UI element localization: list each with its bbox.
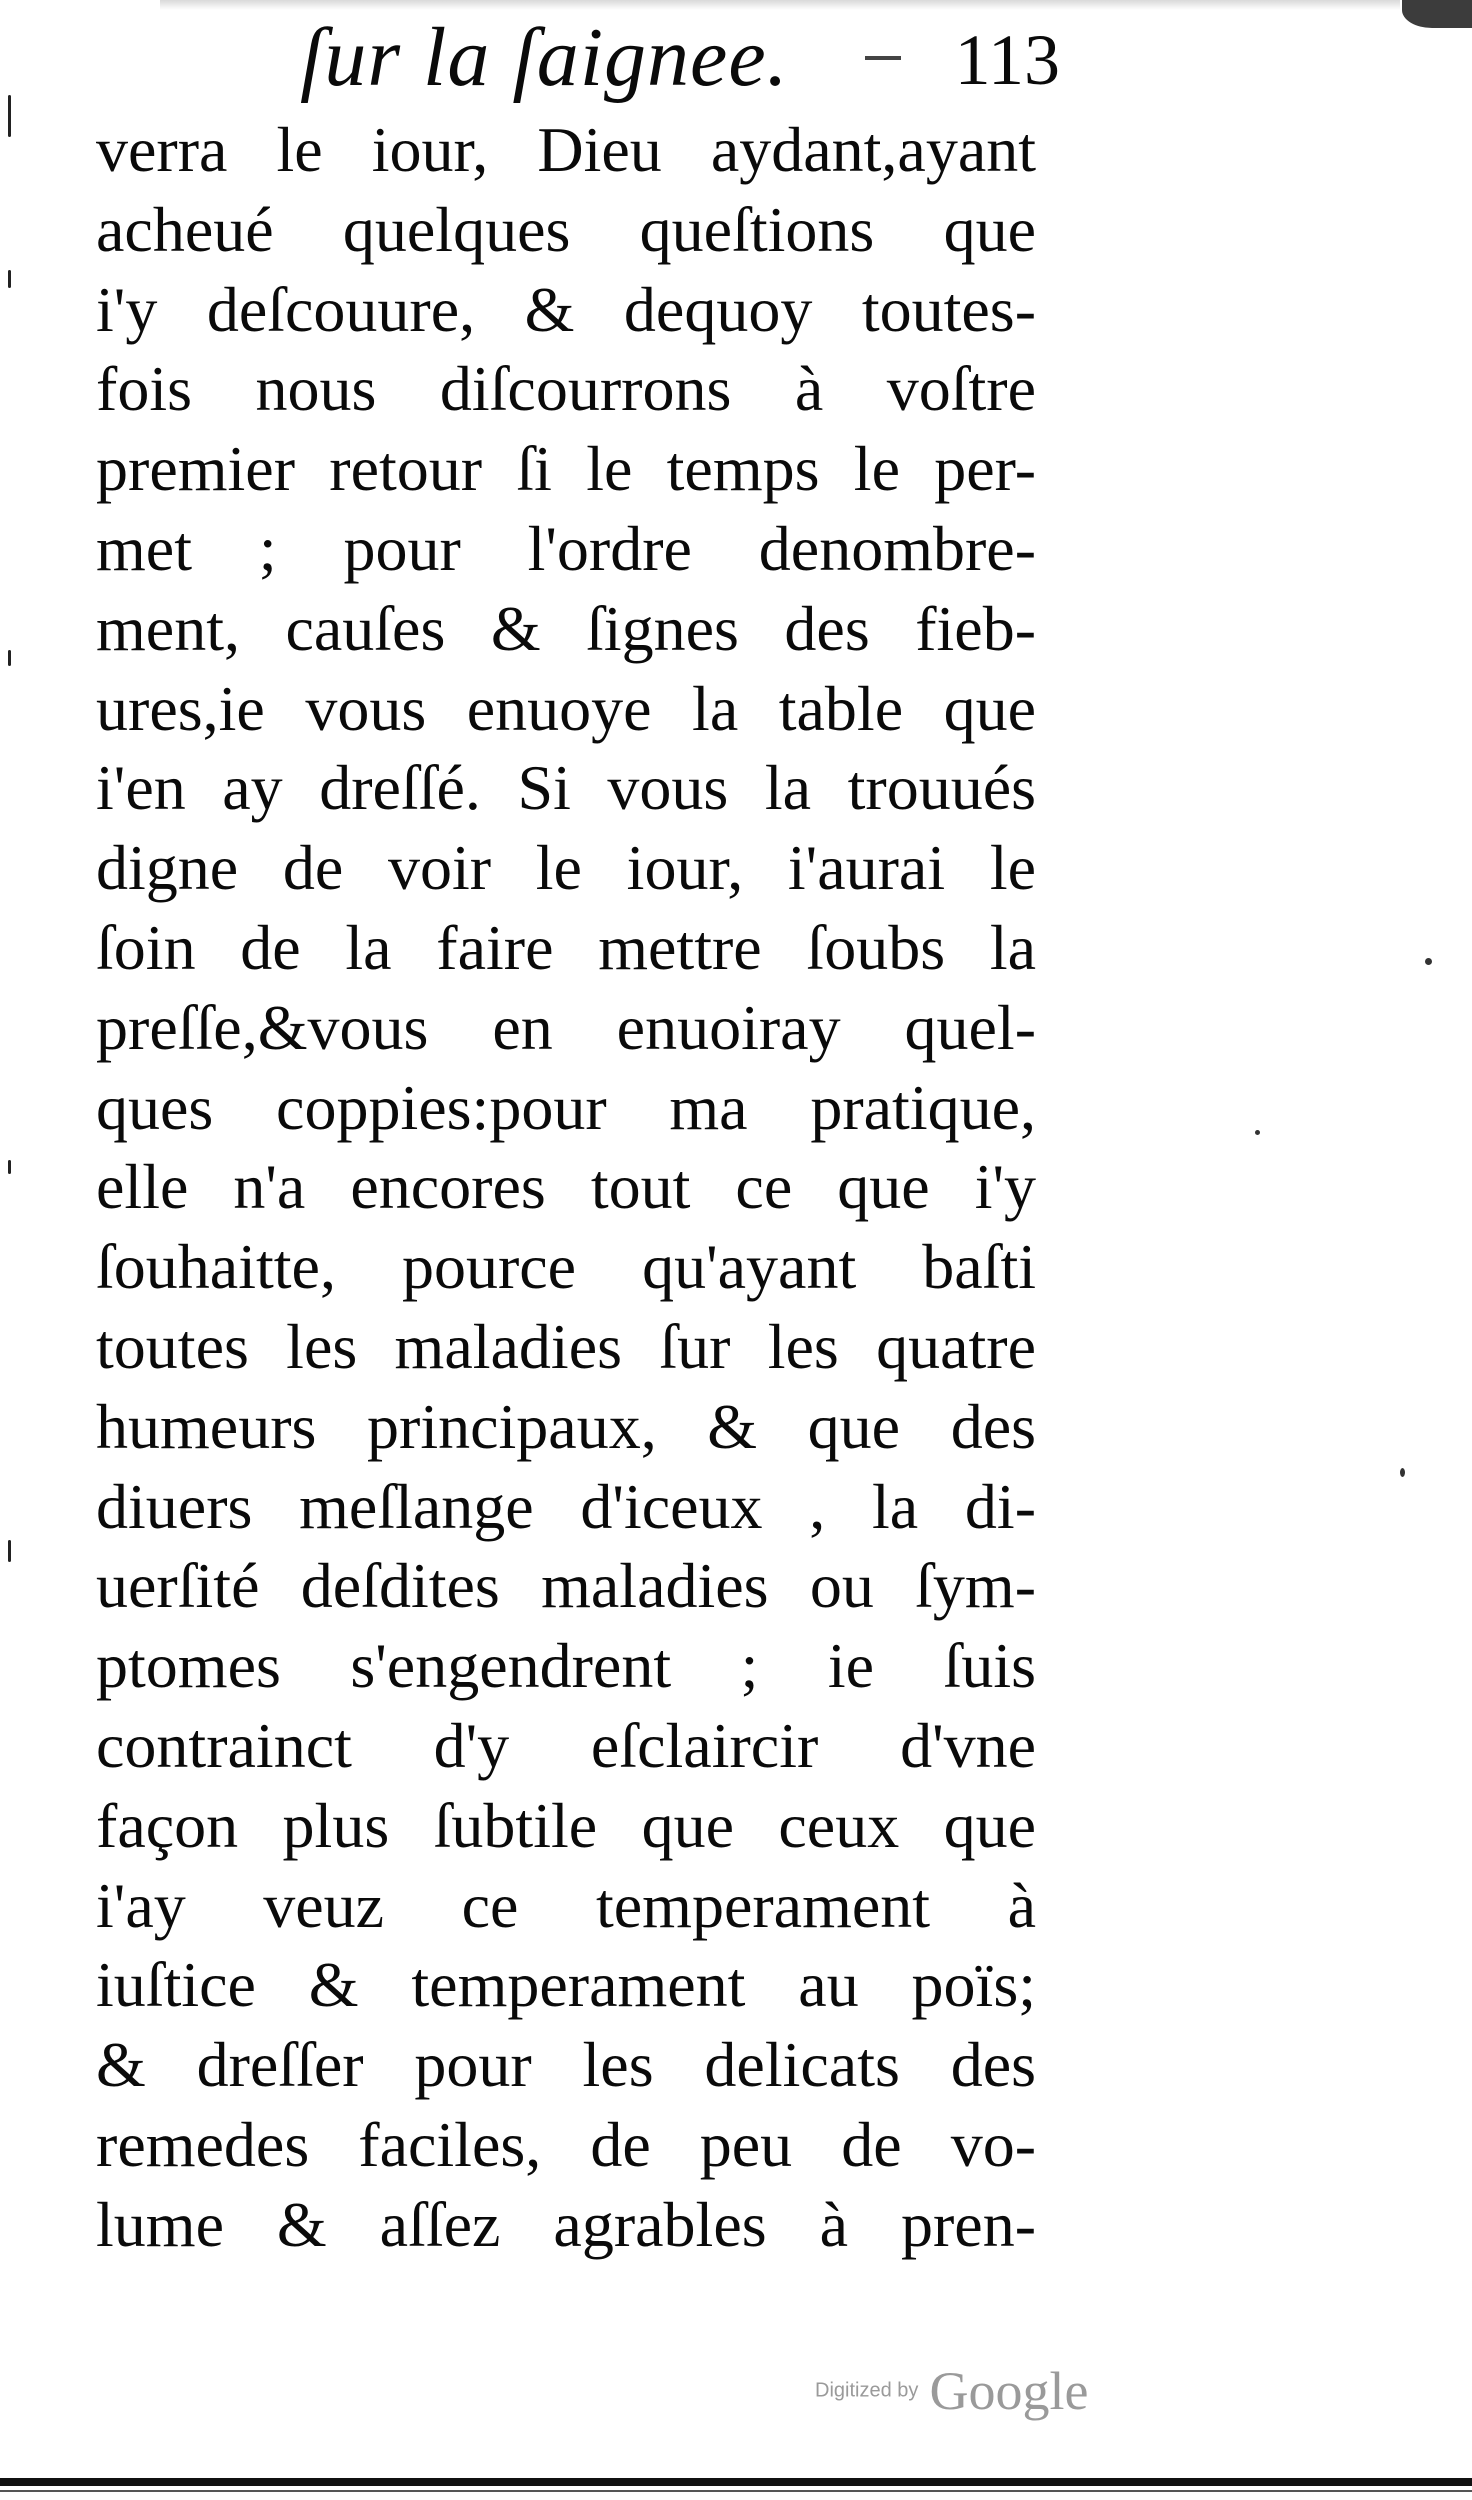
text-line: i'ay veuz ce temperament à (96, 1869, 1036, 1941)
gutter-mark (8, 1160, 11, 1174)
text-line: & dreſſer pour les delicats des (96, 2029, 1036, 2101)
text-line: premier retour ſi le temps le per- (96, 433, 1036, 505)
text-line: preſſe,&vous en enuoiray quel- (96, 991, 1036, 1063)
text-line: acheué quelques queſtions que (96, 193, 1036, 265)
text-line: ment, cauſes & ſignes des fieb- (96, 592, 1036, 664)
text-line: ſoin de la faire mettre ſoubs la (96, 911, 1036, 983)
text-line: ſouhaitte, pource qu'ayant baſti (96, 1231, 1036, 1303)
page-header (300, 8, 1060, 108)
text-line: met ; pour l'ordre denombre- (96, 512, 1036, 584)
scan-corner-smudge (1402, 0, 1472, 28)
watermark-brand: Google (929, 2361, 1089, 2421)
text-line: uerſité deſdites maladies ou ſym- (96, 1550, 1036, 1622)
text-line: humeurs principaux, & que des (96, 1390, 1036, 1462)
text-line: fois nous diſcourrons à voſtre (96, 353, 1036, 425)
gutter-mark (8, 650, 11, 666)
text-line: remedes faciles, de peu de vo- (96, 2108, 1036, 2180)
text-line: elle n'a encores tout ce que i'y (96, 1151, 1036, 1223)
text-line: toutes les maladies ſur les quatre (96, 1310, 1036, 1382)
text-line: ques coppies:pour ma pratique, (96, 1071, 1036, 1143)
stray-ink-mark (1255, 1130, 1260, 1135)
text-line: ptomes s'engendrent ; ie ſuis (96, 1630, 1036, 1702)
stray-ink-mark (1425, 958, 1432, 965)
text-line: i'en ay dreſſé. Si vous la trouués (96, 752, 1036, 824)
gutter-mark (8, 1540, 11, 1562)
text-line: verra le iour, Dieu aydant,ayant (96, 114, 1036, 185)
text-line: i'y deſcouure, & dequoy toutes- (96, 273, 1036, 345)
stray-ink-mark (1400, 1468, 1405, 1477)
text-line: façon plus ſubtile que ceux que (96, 1789, 1036, 1861)
text-line: contrainct d'y eſclaircir d'vne (96, 1709, 1036, 1781)
body-text (96, 110, 1036, 2265)
text-line: iuſtice & temperament au poïs; (96, 1949, 1036, 2021)
header-dash (865, 56, 901, 60)
digitization-watermark (815, 2360, 1115, 2420)
scan-edge-bottom (0, 2478, 1472, 2486)
watermark-prefix: Digitized by (815, 2379, 919, 2402)
text-line: ures,ie vous enuoye la table que (96, 672, 1036, 744)
page-number: 113 (954, 20, 1060, 100)
gutter-mark (8, 95, 11, 137)
text-line: diuers meſlange d'iceux , la di- (96, 1470, 1036, 1542)
text-line: digne de voir le iour, i'aurai le (96, 832, 1036, 904)
running-title: ſur la ſaignee. (300, 11, 789, 104)
text-line: lume & aſſez agrables à pren- (96, 2188, 1036, 2260)
scan-edge-bottom-thin (0, 2490, 1472, 2492)
gutter-mark (8, 270, 11, 288)
